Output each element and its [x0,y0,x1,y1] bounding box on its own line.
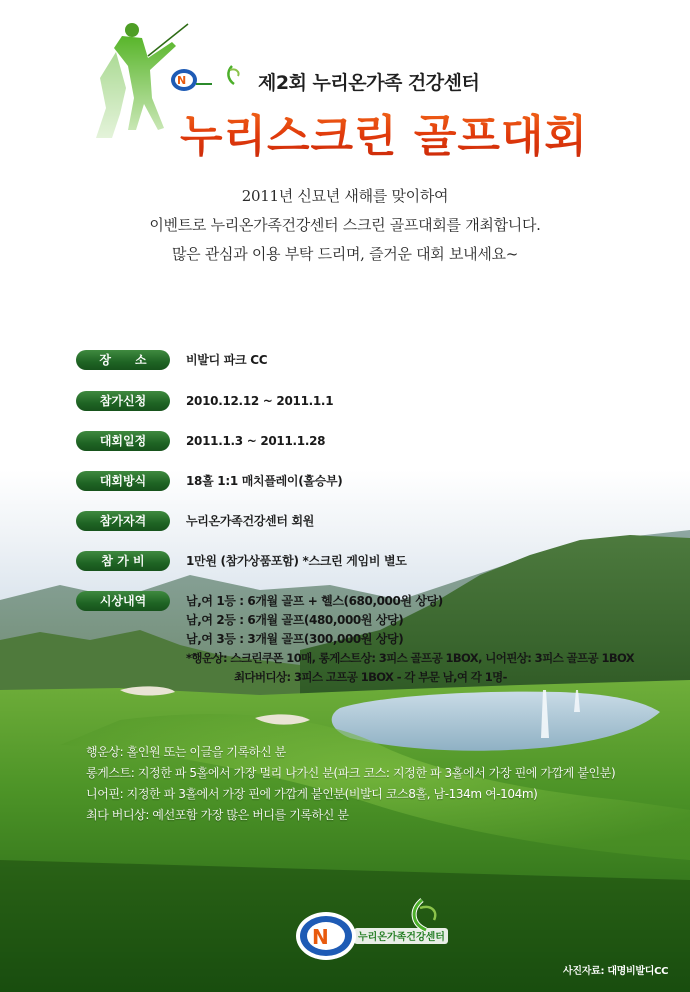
prize-line: 남,여 1등 : 6개월 골프 + 헬스(680,000원 상당) [186,594,443,608]
venue-label: 장 소 [76,350,170,370]
schedule-value: 2011.1.3 ~ 2011.1.28 [186,434,326,448]
eligibility-label: 참가자격 [76,511,170,531]
prizes-list [186,592,634,687]
prize-line: 남,여 2등 : 6개월 골프(480,000원 상당) [186,613,404,627]
fee-label: 참 가 비 [76,551,170,571]
note-line: 최다 버디상: 예선포함 가장 많은 버디를 기록하신 분 [86,808,349,822]
registration-label: 참가신청 [76,391,170,411]
fee-value: 1만원 (참가상품포함) *스크린 게임비 별도 [186,554,407,568]
nurion-logo-bottom [292,896,462,966]
note-line: 니어핀: 지정한 파 3홀에서 가장 핀에 가깝게 붙인분(비발디 코스8홀, 남-134m 여-104m) [86,787,538,801]
prize-line: 남,여 3등 : 3개월 골프(300,000원 상당) [186,632,404,646]
registration-value: 2010.12.12 ~ 2011.1.1 [186,394,334,408]
svg-text:N: N [312,925,329,949]
nurion-logo [168,62,248,96]
note-line: 행운상: 홀인원 또는 이글을 기록하신 분 [86,745,286,759]
format-label: 대회방식 [76,471,170,491]
svg-text:N: N [177,74,187,87]
intro-line: 이벤트로 누리온가족건강센터 스크린 골프대회를 개최합니다. [149,216,541,234]
prize-line: 최다버디상: 3피스 고프공 1BOX - 각 부문 남,여 각 1명- [234,670,507,684]
prize-notes [86,742,615,826]
format-value: 18홀 1:1 매치플레이(홀승부) [186,474,343,488]
svg-text:누리온가족건강센터: 누리온가족건강센터 [358,932,445,943]
note-line: 롱게스트: 지정한 파 5홀에서 가장 멀리 나가신 분(파크 코스: 지정한 파 3홀에서 가장 핀에 가깝게 붙인분) [86,766,616,780]
prize-line: *행운상: 스크린쿠폰 10매, 롱게스트상: 3피스 골프공 1BOX, 니어핀상: 3피스 골프공 1BOX [186,651,635,665]
intro-text [0,182,690,269]
event-subtitle: 제2회 누리온가족 건강센터 [258,72,480,94]
prizes-label: 시상내역 [76,591,170,611]
eligibility-value: 누리온가족건강센터 회원 [186,514,315,528]
intro-line: 많은 관심과 이용 부탁 드리며, 즐거운 대회 보내세요~ [171,245,518,263]
photo-credit: 사진자료: 대명비발디CC [563,966,669,977]
schedule-label: 대회일정 [76,431,170,451]
intro-line: 2011년 신묘년 새해를 맞이하여 [241,187,449,205]
event-title: 누리스크린 골프대회 [180,100,588,164]
venue-value: 비발디 파크 CC [186,353,268,367]
